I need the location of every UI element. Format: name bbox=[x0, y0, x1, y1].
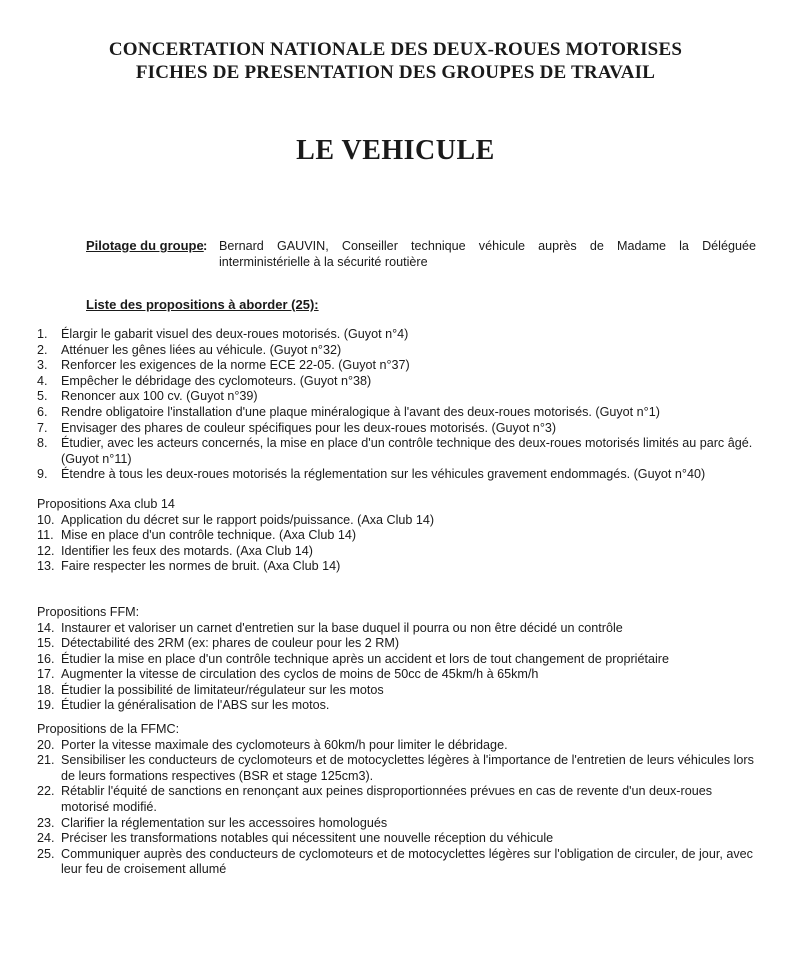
item-text: Rendre obligatoire l'installation d'une plaque minéralogique à l'avant des deux-roues motorisés. (Guyot n°1) bbox=[61, 404, 660, 419]
item-number: 1. bbox=[37, 327, 48, 341]
list-item bbox=[37, 374, 762, 390]
item-number: 3. bbox=[37, 358, 48, 373]
item-text: Renforcer les exigences de la norme ECE 22-05. (Guyot n°37) bbox=[61, 358, 410, 373]
item-text: Étudier, avec les acteurs concernés, la mise en place d'un contrôle technique des deux-roues motorisés limités au parc âgé. (Guyot n°11) bbox=[61, 436, 753, 466]
list-item bbox=[37, 667, 762, 683]
pilotage-label: Pilotage du groupe bbox=[86, 238, 204, 253]
list-item bbox=[37, 559, 762, 575]
list-item bbox=[37, 784, 762, 815]
item-text: Élargir le gabarit visuel des deux-roues motorisés. (Guyot n°4) bbox=[61, 327, 409, 341]
item-text: Application du décret sur le rapport poids/puissance. (Axa Club 14) bbox=[61, 512, 435, 527]
item-text: Clarifier la réglementation sur les accessoires homologués bbox=[61, 815, 388, 830]
pilotage-colon: : bbox=[203, 238, 208, 253]
list-item bbox=[37, 327, 762, 343]
list-item bbox=[37, 636, 762, 652]
list-item bbox=[37, 698, 762, 714]
item-number: 17. bbox=[37, 667, 55, 682]
list-item bbox=[37, 389, 762, 405]
item-number: 18. bbox=[37, 682, 55, 697]
list-item bbox=[37, 847, 762, 878]
list-item bbox=[37, 358, 762, 374]
list-item bbox=[37, 831, 762, 847]
item-text: Faire respecter les normes de bruit. (Axa Club 14) bbox=[61, 559, 341, 574]
item-text: Porter la vitesse maximale des cyclomoteurs à 60km/h pour limiter le débridage. bbox=[61, 737, 508, 752]
item-number: 24. bbox=[37, 831, 55, 846]
item-number: 22. bbox=[37, 784, 55, 799]
item-number: 19. bbox=[37, 698, 55, 713]
item-number: 21. bbox=[37, 753, 55, 768]
item-number: 15. bbox=[37, 636, 55, 651]
item-text: Sensibiliser les conducteurs de cyclomoteurs et de motocyclettes légères à l'importance de l'entretien de leurs véhicules lors de leurs formations respectives (BSR et stage 125cm3). bbox=[61, 753, 754, 783]
item-number: 16. bbox=[37, 651, 55, 666]
item-text: Identifier les feux des motards. (Axa Club 14) bbox=[61, 543, 313, 558]
item-text: Étudier la possibilité de limitateur/régulateur sur les motos bbox=[61, 682, 384, 697]
list-item bbox=[37, 436, 762, 467]
item-text: Augmenter la vitesse de circulation des cyclos de moins de 50cc de 45km/h à 65km/h bbox=[61, 667, 539, 682]
item-number: 9. bbox=[37, 467, 48, 482]
list-item bbox=[37, 421, 762, 437]
item-text: Envisager des phares de couleur spécifiques pour les deux-roues motorisés. (Guyot n°3) bbox=[61, 420, 557, 435]
item-text: Préciser les transformations notables qui nécessitent une nouvelle réception du véhicule bbox=[61, 831, 554, 846]
item-number: 2. bbox=[37, 342, 48, 357]
group-heading-ffmc: Propositions de la FFMC: bbox=[37, 722, 180, 737]
list-item bbox=[37, 405, 762, 421]
document-title: LE VEHICULE bbox=[296, 135, 495, 166]
list-item bbox=[37, 816, 762, 832]
header-line-2: FICHES DE PRESENTATION DES GROUPES DE TRAVAIL bbox=[135, 62, 656, 83]
list-item bbox=[37, 343, 762, 359]
list-item bbox=[37, 513, 762, 529]
item-number: 10. bbox=[37, 512, 55, 527]
item-text: Étudier la mise en place d'un contrôle technique après un accident et lors de tout changement de propriétaire bbox=[61, 651, 669, 666]
item-text: Communiquer auprès des conducteurs de cyclomoteurs et de motocyclettes légères sur l'obligation de circuler, de jour, avec leur feu de croisement allumé bbox=[61, 846, 753, 877]
item-number: 23. bbox=[37, 815, 55, 830]
ffmc-proposals bbox=[37, 738, 762, 878]
list-item bbox=[37, 652, 762, 668]
item-text: Mise en place d'un contrôle technique. (Axa Club 14) bbox=[61, 528, 357, 543]
list-item bbox=[37, 544, 762, 560]
list-item bbox=[37, 528, 762, 544]
item-number: 8. bbox=[37, 436, 48, 451]
group-heading-ffm: Propositions FFM: bbox=[37, 604, 140, 619]
list-heading: Liste des propositions à aborder (25): bbox=[86, 297, 319, 312]
item-text: Instaurer et valoriser un carnet d'entretien sur la base duquel il pourra ou non être décidé un contrôle bbox=[61, 620, 623, 635]
item-number: 6. bbox=[37, 404, 48, 419]
list-item bbox=[37, 753, 762, 784]
pilotage-text: Bernard GAUVIN, Conseiller technique véhicule auprès de Madame la Déléguée interministérielle à la sécurité routière bbox=[219, 239, 756, 269]
item-number: 20. bbox=[37, 737, 55, 752]
item-number: 7. bbox=[37, 420, 48, 435]
item-text: Renoncer aux 100 cv. (Guyot n°39) bbox=[61, 389, 258, 404]
main-proposals bbox=[37, 327, 762, 483]
list-item bbox=[37, 621, 762, 637]
item-number: 4. bbox=[37, 373, 48, 388]
item-text: Atténuer les gênes liées au véhicule. (Guyot n°32) bbox=[61, 342, 342, 357]
list-item bbox=[37, 683, 762, 699]
item-number: 14. bbox=[37, 620, 55, 635]
header-line-1: CONCERTATION NATIONALE DES DEUX-ROUES MOTORISES bbox=[108, 39, 683, 60]
list-item bbox=[37, 738, 762, 754]
group-heading-axa: Propositions Axa club 14 bbox=[37, 496, 175, 511]
proposals-list bbox=[37, 327, 762, 878]
document-header bbox=[0, 38, 791, 84]
list-item bbox=[37, 467, 762, 483]
item-number: 12. bbox=[37, 543, 55, 558]
ffm-proposals bbox=[37, 621, 762, 715]
item-text: Empêcher le débridage des cyclomoteurs. (Guyot n°38) bbox=[61, 373, 372, 388]
axa-proposals bbox=[37, 513, 762, 575]
item-text: Rétablir l'équité de sanctions en renonçant aux peines disproportionnées prévues en cas de revente d'un deux-roues motorisé modifié. bbox=[61, 784, 713, 815]
item-text: Étendre à tous les deux-roues motorisés la réglementation sur les véhicules gravement endommagés. (Guyot n°40) bbox=[61, 467, 706, 482]
item-number: 11. bbox=[37, 528, 54, 543]
item-text: Étudier la généralisation de l'ABS sur les motos. bbox=[61, 698, 330, 713]
item-text: Détectabilité des 2RM (ex: phares de couleur pour les 2 RM) bbox=[61, 636, 400, 651]
item-number: 5. bbox=[37, 389, 48, 404]
item-number: 13. bbox=[37, 559, 55, 574]
item-number: 25. bbox=[37, 846, 55, 861]
